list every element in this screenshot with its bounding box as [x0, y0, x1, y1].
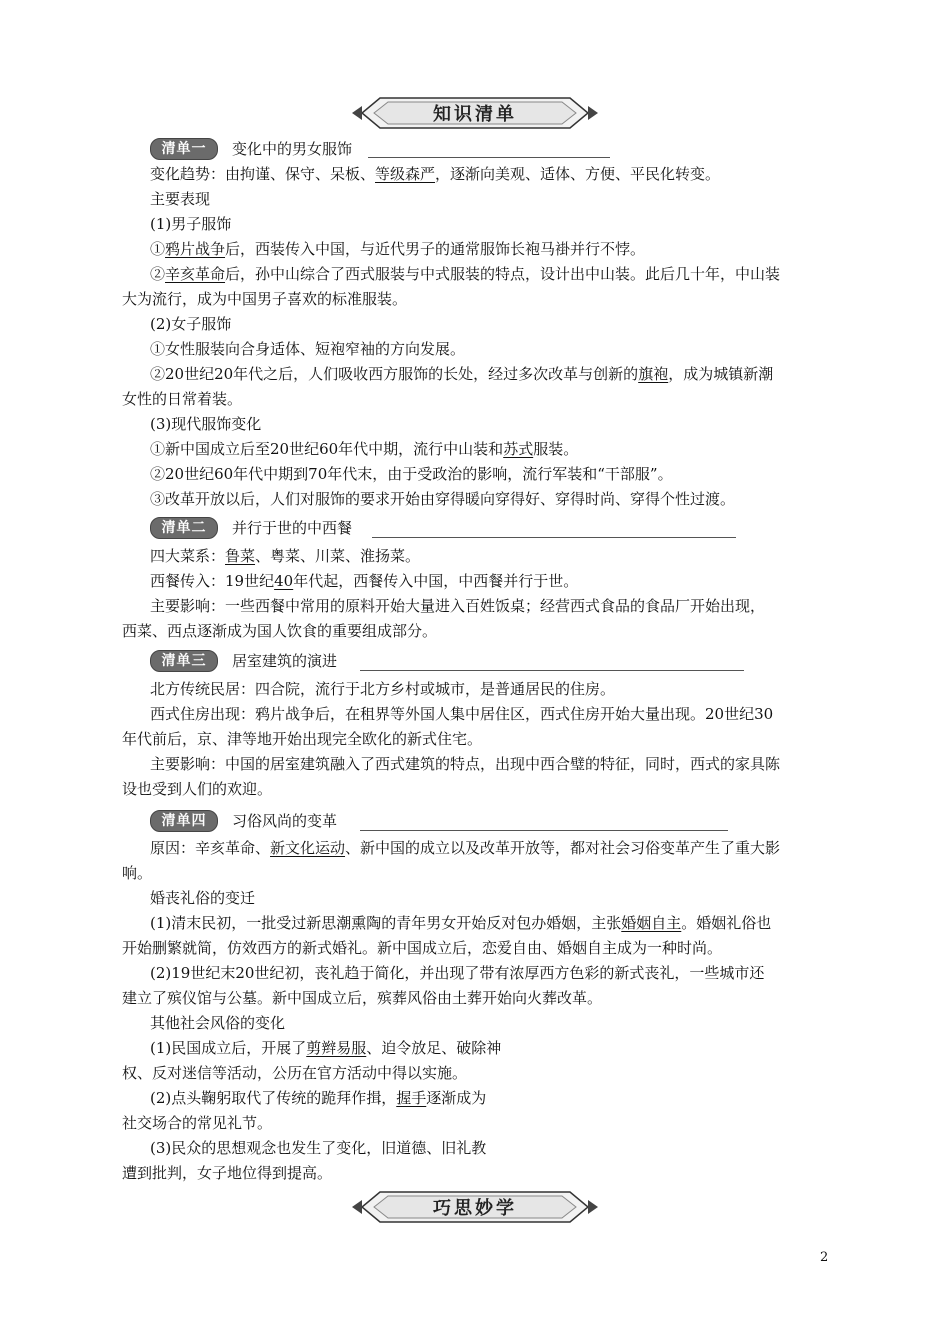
- clever-learning-banner: [0, 1188, 950, 1226]
- other-item-2: (2)点头鞠躬取代了传统的跪拜作揖，握手逐渐成为: [150, 1089, 487, 1107]
- other-heading: 其他社会风俗的变化: [150, 1014, 286, 1032]
- men-heading: (1)男子服饰: [150, 215, 232, 233]
- wedding-item-1: (1)清末民初，一批受过新思潮熏陶的青年男女开始反对包办婚姻，主张婚姻自主。婚姻礼俗也: [150, 914, 772, 932]
- section-title-1: 变化中的男女服饰: [232, 140, 353, 158]
- funeral-item-2-cont: 建立了殡仪馆与公墓。新中国成立后，殡葬风俗由土葬开始向火葬改革。: [122, 989, 603, 1007]
- banner-title: 巧思妙学: [433, 1198, 517, 1219]
- section-title-2: 并行于世的中西餐: [232, 519, 353, 537]
- men-item-2: ②辛亥革命后，孙中山综合了西式服装与中式服装的特点，设计出中山装。此后几十年，中山装: [150, 265, 781, 283]
- section-rule-4: [360, 830, 728, 831]
- section-badge-1: 清单一: [150, 138, 218, 160]
- western-house-cont: 年代前后，京、津等地开始出现完全欧化的新式住宅。: [122, 730, 483, 748]
- section-badge-2: 清单二: [150, 517, 218, 539]
- modern-item-2: ②20世纪60年代中期到70年代末，由于受政治的影响，流行军装和“干部服”。: [150, 465, 673, 483]
- blank-answer: 鸦片战争: [165, 240, 226, 258]
- other-item-2-cont: 社交场合的常见礼节。: [122, 1114, 273, 1132]
- other-item-3: (3)民众的思想观念也发生了变化，旧道德、旧礼教: [150, 1139, 487, 1157]
- blank-answer: 40: [274, 572, 294, 590]
- wedding-heading: 婚丧礼俗的变迁: [150, 889, 256, 907]
- blank-answer: 新文化运动: [270, 839, 346, 857]
- other-item-1: (1)民国成立后，开展了剪辫易服、迫令放足、破除神: [150, 1039, 502, 1057]
- section-rule-1: [368, 157, 610, 158]
- women-item-2-cont: 女性的日常着装。: [122, 390, 243, 408]
- trend-line: 变化趋势：由拘谨、保守、呆板、等级森严，逐渐向美观、适体、方便、平民化转变。: [150, 165, 721, 183]
- cause-cont: 响。: [122, 864, 153, 882]
- women-heading: (2)女子服饰: [150, 315, 232, 333]
- banner-title: 知识清单: [433, 104, 517, 125]
- food-impact-cont: 西菜、西点逐渐成为国人饮食的重要组成部分。: [122, 622, 438, 640]
- other-item-3-cont: 遭到批判，女子地位得到提高。: [122, 1164, 333, 1182]
- other-item-1-cont: 权、反对迷信等活动，公历在官方活动中得以实施。: [122, 1064, 468, 1082]
- house-impact-line: 主要影响：中国的居室建筑融入了西式建筑的特点，出现中西合璧的特征，同时，西式的家具陈: [150, 755, 781, 773]
- cuisine-line: 四大菜系：鲁菜、粤菜、川菜、淮扬菜。: [150, 547, 421, 565]
- funeral-item-2: (2)19世纪末20世纪初，丧礼趋于简化，并出现了带有浓厚西方色彩的新式丧礼，一些城市还: [150, 964, 765, 982]
- blank-answer: 旗袍: [638, 365, 669, 383]
- blank-answer: 苏式: [503, 440, 534, 458]
- page-number: 2: [820, 1250, 829, 1265]
- women-item-1: ①女性服装向合身适体、短袍窄袖的方向发展。: [150, 340, 466, 358]
- blank-answer: 婚姻自主: [621, 914, 682, 932]
- women-item-2: ②20世纪20年代之后，人们吸收西方服饰的长处，经过多次改革与创新的旗袍，成为城镇新潮: [150, 365, 774, 383]
- western-food-line: 西餐传入：19世纪40年代起，西餐传入中国，中西餐并行于世。: [150, 572, 579, 590]
- wedding-item-1-cont: 开始删繁就简，仿效西方的新式婚礼。新中国成立后，恋爱自由、婚姻自主成为一种时尚。: [122, 939, 723, 957]
- food-impact-line: 主要影响：一些西餐中常用的原料开始大量进入百姓饭桌；经营西式食品的食品厂开始出现，: [150, 597, 766, 615]
- men-item-1: ①鸦片战争后，西装传入中国，与近代男子的通常服饰长袍马褂并行不悖。: [150, 240, 646, 258]
- modern-heading: (3)现代服饰变化: [150, 415, 262, 433]
- modern-item-3: ③改革开放以后，人们对服饰的要求开始由穿得暖向穿得好、穿得时尚、穿得个性过渡。: [150, 490, 736, 508]
- section-title-4: 习俗风尚的变革: [232, 812, 338, 830]
- men-item-2-cont: 大为流行，成为中国男子喜欢的标准服装。: [122, 290, 408, 308]
- blank-answer: 等级森严: [375, 165, 436, 183]
- house-impact-cont: 设也受到人们的欢迎。: [122, 780, 273, 798]
- blank-answer: 鲁菜: [225, 547, 256, 565]
- section-badge-4: 清单四: [150, 810, 218, 832]
- north-house-line: 北方传统民居：四合院，流行于北方乡村或城市，是普通居民的住房。: [150, 680, 616, 698]
- blank-answer: 握手: [396, 1089, 427, 1107]
- section-badge-3: 清单三: [150, 650, 218, 672]
- section-title-3: 居室建筑的演进: [232, 652, 338, 670]
- blank-answer: 剪辫易服: [306, 1039, 367, 1057]
- main-heading: 主要表现: [150, 190, 211, 208]
- blank-answer: 辛亥革命: [165, 265, 226, 283]
- modern-item-1: ①新中国成立后至20世纪60年代中期，流行中山装和苏式服装。: [150, 440, 579, 458]
- knowledge-list-banner: [0, 94, 950, 132]
- cause-line: 原因：辛亥革命、新文化运动、新中国的成立以及改革开放等，都对社会习俗变革产生了重大影: [150, 839, 781, 857]
- section-rule-2: [372, 537, 736, 538]
- western-house-line: 西式住房出现：鸦片战争后，在租界等外国人集中居住区，西式住房开始大量出现。20世纪30: [150, 705, 774, 723]
- section-rule-3: [360, 670, 744, 671]
